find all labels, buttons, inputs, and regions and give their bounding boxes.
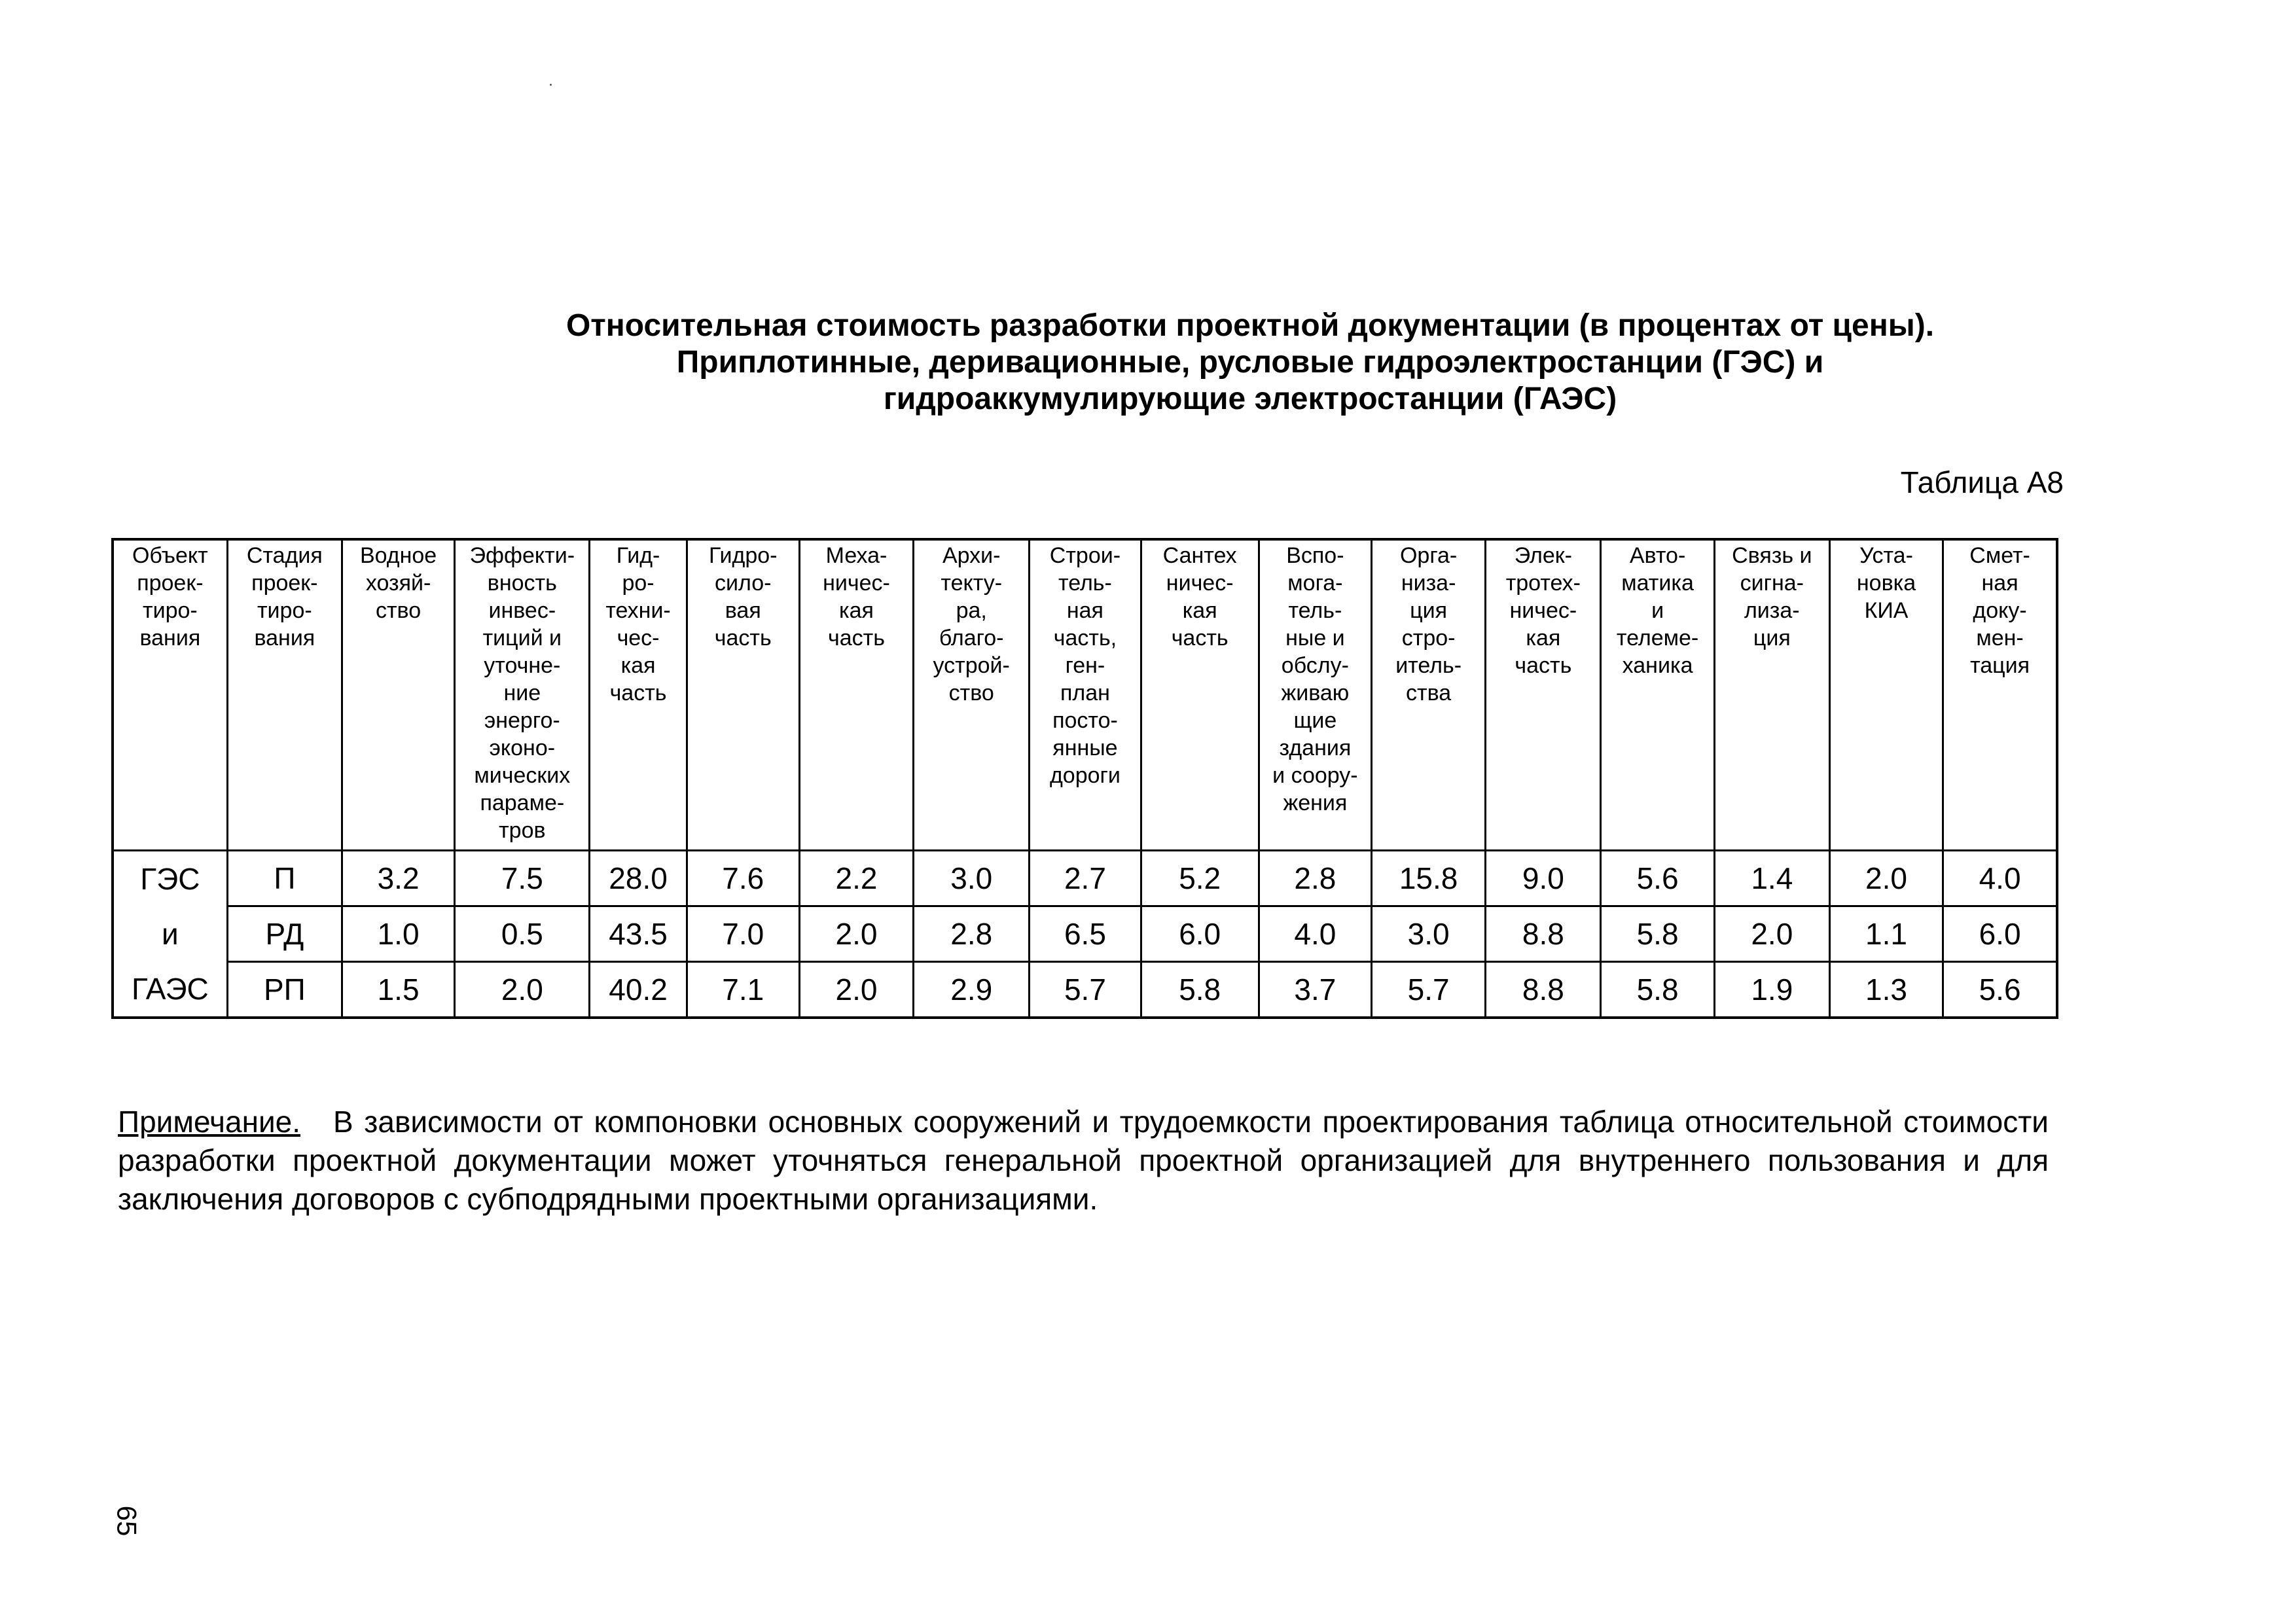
table-cell: 6.0 <box>1943 906 2057 962</box>
table-cell: 2.7 <box>1030 851 1141 906</box>
table-cell: 3.7 <box>1259 962 1371 1018</box>
header-hydrotechnical: Гид- ро- техни- чес- кая часть <box>590 539 687 851</box>
table-cell: и <box>113 906 227 962</box>
table-cell: 5.7 <box>1372 962 1486 1018</box>
header-automation: Авто- матика и телеме- ханика <box>1601 539 1714 851</box>
table-cell: ГЭС <box>113 851 227 906</box>
page-number: 65 <box>111 1505 143 1537</box>
header-electrical: Элек- тротех- ничес- кая часть <box>1486 539 1601 851</box>
header-water-management: Водное хозяй- ство <box>342 539 454 851</box>
table-cell: 5.7 <box>1030 962 1141 1018</box>
table-cell: 2.0 <box>1829 851 1943 906</box>
header-communication: Связь и сигна- лиза- ция <box>1714 539 1829 851</box>
table-cell: 8.8 <box>1486 906 1601 962</box>
header-hydropower: Гидро- сило- вая часть <box>687 539 799 851</box>
document-title <box>511 308 1990 418</box>
table-row <box>113 906 2057 962</box>
table-cell: 28.0 <box>590 851 687 906</box>
table-cell: 4.0 <box>1943 851 2057 906</box>
header-auxiliary-buildings: Вспо- мога- тель- ные и обслу- живаю щие здания и соору- жения <box>1259 539 1371 851</box>
table-cell: 15.8 <box>1372 851 1486 906</box>
table-cell: 2.2 <box>799 851 913 906</box>
table-cell: 7.5 <box>455 851 590 906</box>
table-cell: 7.1 <box>687 962 799 1018</box>
table-cell: 5.6 <box>1943 962 2057 1018</box>
table-cell: 4.0 <box>1259 906 1371 962</box>
table-header-row <box>113 539 2057 851</box>
scan-speck <box>550 84 552 86</box>
table-cell: 43.5 <box>590 906 687 962</box>
table-row <box>113 962 2057 1018</box>
header-object: Объект проек- тиро- вания <box>113 539 227 851</box>
table-cell: РП <box>227 962 342 1018</box>
table-cell: 0.5 <box>455 906 590 962</box>
header-construction-organization: Орга- низа- ция стро- итель- ства <box>1372 539 1486 851</box>
title-line-2: Приплотинные, деривационные, русловые гидроэлектростанции (ГЭС) и <box>676 345 1824 380</box>
header-stage: Стадия проек- тиро- вания <box>227 539 342 851</box>
table-cell: 5.6 <box>1601 851 1714 906</box>
header-sanitary: Сантех ничес- кая часть <box>1141 539 1259 851</box>
table-cell: 3.2 <box>342 851 454 906</box>
table-cell: 2.8 <box>1259 851 1371 906</box>
table-cell: 3.0 <box>1372 906 1486 962</box>
table-cell: 2.0 <box>1714 906 1829 962</box>
table-cell: 7.6 <box>687 851 799 906</box>
table-cell: 2.9 <box>914 962 1030 1018</box>
table-cell: 9.0 <box>1486 851 1601 906</box>
table-cell: 7.0 <box>687 906 799 962</box>
note-paragraph <box>118 1103 2049 1219</box>
table-label: Таблица А8 <box>1900 465 2064 499</box>
table-row <box>113 851 2057 906</box>
table-cell: 2.0 <box>799 906 913 962</box>
header-architecture: Архи- текту- ра, благо- устрой- ство <box>914 539 1030 851</box>
table-cell: 1.3 <box>1829 962 1943 1018</box>
header-estimate-documentation: Смет- ная доку- мен- тация <box>1943 539 2057 851</box>
table-cell: 2.0 <box>455 962 590 1018</box>
table-cell: 1.4 <box>1714 851 1829 906</box>
table-cell: 5.2 <box>1141 851 1259 906</box>
note-label: Примечание. <box>118 1105 301 1139</box>
table-cell: 40.2 <box>590 962 687 1018</box>
table-cell: 6.5 <box>1030 906 1141 962</box>
header-investment-efficiency: Эффекти- вность инвес- тиций и уточне- ние энерго- эконо- мических параме- тров <box>455 539 590 851</box>
table-cell: 5.8 <box>1601 962 1714 1018</box>
title-line-1: Относительная стоимость разработки проектной документации (в процентах от цены). <box>565 308 1935 343</box>
table-cell: П <box>227 851 342 906</box>
header-kia-installation: Уста- новка КИА <box>1829 539 1943 851</box>
table-cell: 2.8 <box>914 906 1030 962</box>
title-line-3: гидроаккумулирующие электростанции (ГАЭС) <box>883 382 1617 416</box>
header-construction: Строи- тель- ная часть, ген- план посто- янные дороги <box>1030 539 1141 851</box>
table-cell: 1.9 <box>1714 962 1829 1018</box>
table-cell: ГАЭС <box>113 962 227 1018</box>
table-cell: РД <box>227 906 342 962</box>
table-cell: 8.8 <box>1486 962 1601 1018</box>
table-cell: 5.8 <box>1141 962 1259 1018</box>
header-mechanical: Меха- ничес- кая часть <box>799 539 913 851</box>
table-cell: 1.5 <box>342 962 454 1018</box>
table-cell: 5.8 <box>1601 906 1714 962</box>
table-cell: 2.0 <box>799 962 913 1018</box>
note-text: В зависимости от компоновки основных сооружений и трудоемкости проектирования таблица относительной стоимости разработки проектной документации может уточняться генеральной проектной организацией для внутреннего пользования и для заключения договоров с субподрядными проектными организациями. <box>118 1105 2049 1216</box>
table-cell: 3.0 <box>914 851 1030 906</box>
table-cell: 1.1 <box>1829 906 1943 962</box>
table-cell: 6.0 <box>1141 906 1259 962</box>
table-cell: 1.0 <box>342 906 454 962</box>
cost-table <box>111 538 2058 1019</box>
